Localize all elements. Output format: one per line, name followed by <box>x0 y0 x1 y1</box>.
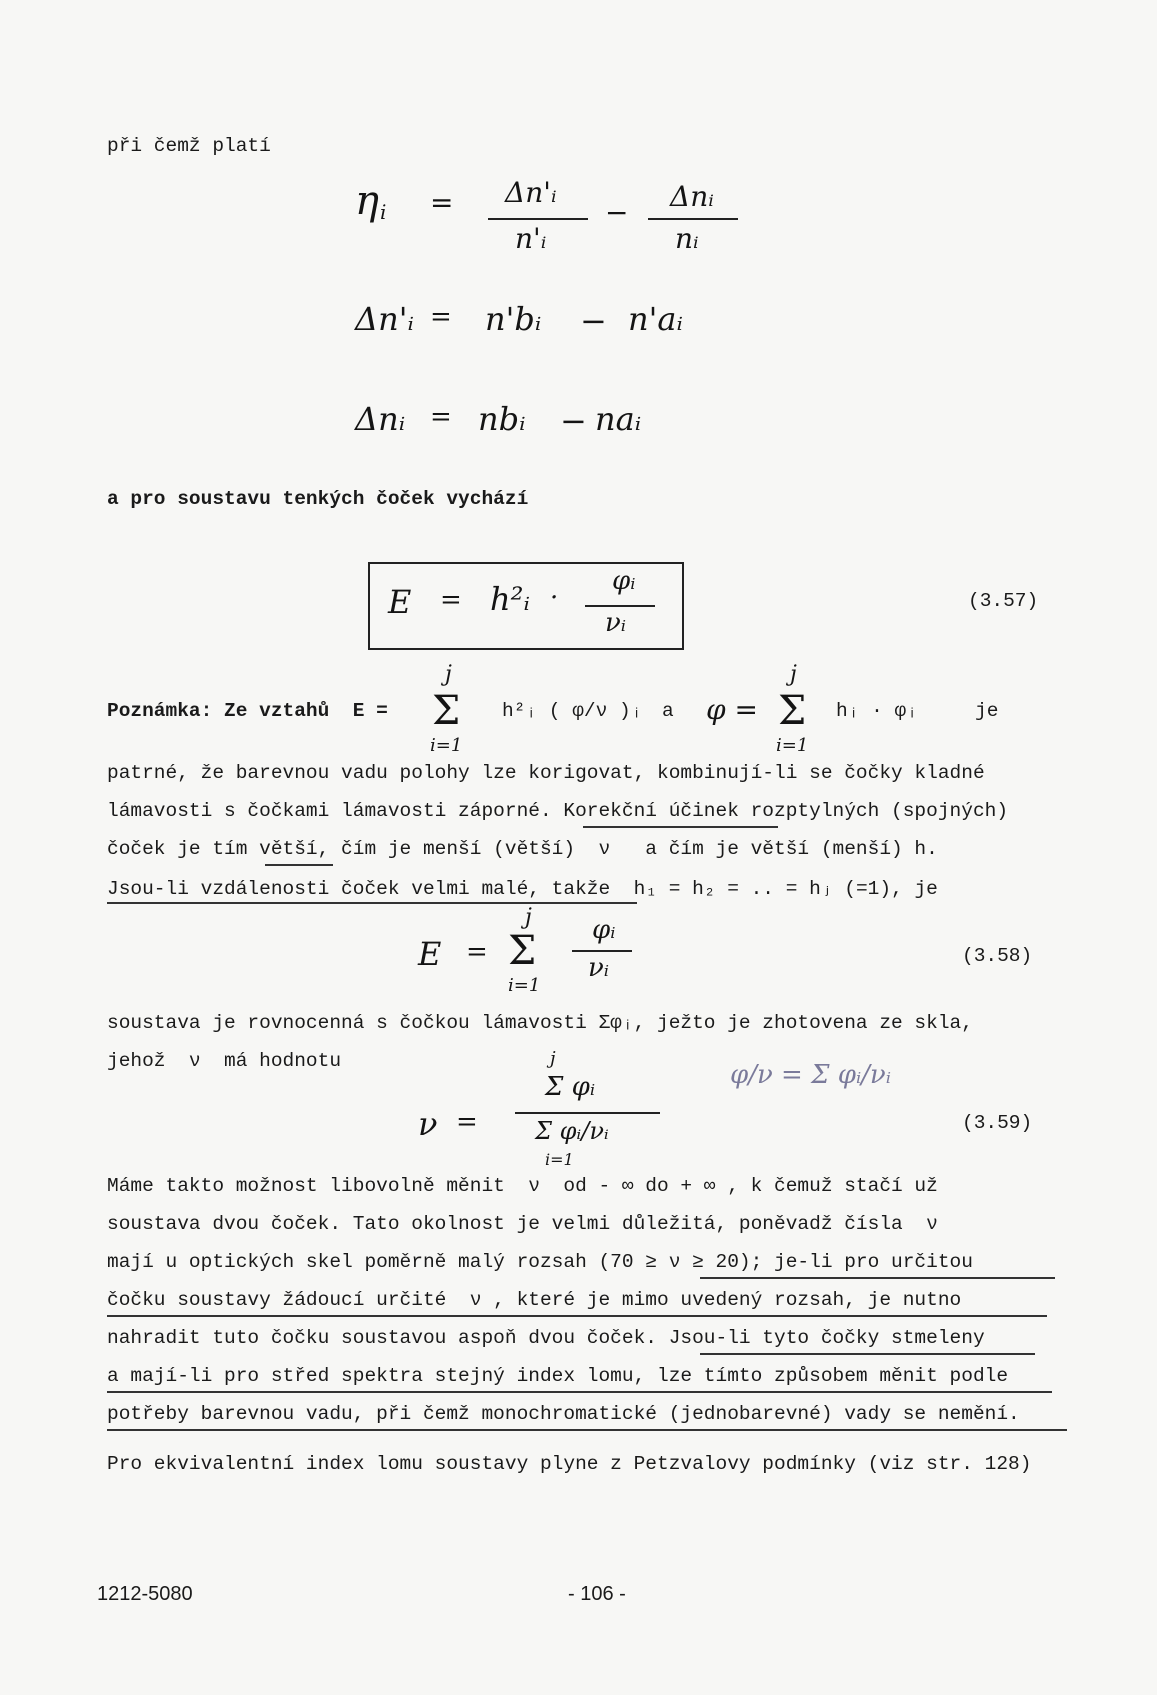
eq358-den: νᵢ <box>588 953 610 983</box>
eq1-num1: Δn'ᵢ <box>505 176 557 209</box>
eq1-den2: nᵢ <box>675 222 699 255</box>
eq359-lhs: ν <box>418 1105 438 1143</box>
eq358-number: (3.58) <box>962 945 1033 967</box>
eq357-number: (3.57) <box>968 590 1039 612</box>
eq357-h: h²ᵢ <box>490 580 530 618</box>
underline-je-li <box>700 1277 1055 1279</box>
note-sum1-symbol: Σ <box>432 688 461 734</box>
paragraph3-line-6: a mají-li pro střed spektra stejný index lomu, lze tímto způsobem měnit podle <box>107 1365 1009 1387</box>
paragraph3-line-4: čočku soustavy žádoucí určité ν , které je mimo uvedený rozsah, je nutno <box>107 1289 962 1311</box>
paragraph3-line-5: nahradit tuto čočku soustavou aspoň dvou čoček. Jsou-li tyto čočky stmeleny <box>107 1327 985 1349</box>
eq358-sum-bottom: i=1 <box>508 975 541 996</box>
eq359-den: Σ φᵢ/νᵢ <box>535 1117 609 1145</box>
underline-jsou-li-2 <box>700 1353 1035 1355</box>
eq1-fraction-bar-2 <box>648 218 738 220</box>
paragraph1-line-3: čoček je tím větší, čím je menší (větší) ν a čím je větší (menší) h. <box>107 838 938 860</box>
paragraph3-line-1: Máme takto možnost libovolně měnit ν od - ∞ do + ∞ , k čemuž stačí už <box>107 1175 938 1197</box>
note-term1: h²ᵢ ( φ/ν )ᵢ <box>502 700 643 722</box>
eq1-equals: = <box>430 186 454 219</box>
paragraph3-line-2: soustava dvou čoček. Tato okolnost je velmi důležitá, poněvadž čísla ν <box>107 1213 938 1235</box>
note-label: Poznámka: Ze vztahů E = <box>107 700 388 722</box>
footer-document-code: 1212-5080 <box>97 1583 193 1605</box>
eq357-num: φᵢ <box>612 566 636 596</box>
eq359-sum-bottom: i=1 <box>545 1150 574 1169</box>
eq358-num: φᵢ <box>592 915 616 945</box>
paragraph1-line-2: lámavosti s čočkami lámavosti záporné. Korekční účinek rozptylných (spojných) <box>107 800 1009 822</box>
note-je: je <box>975 700 999 722</box>
note-a: a <box>662 700 674 722</box>
note-sum1-top: j <box>445 662 452 687</box>
eq358-lhs: E <box>418 935 442 973</box>
eq357-fraction-bar <box>585 605 655 607</box>
paragraph1-line-4: Jsou-li vzdálenosti čoček velmi malé, takže h₁ = h₂ = .. = hⱼ (=1), je <box>107 878 938 900</box>
eq3-minus: − <box>560 402 587 440</box>
eq357-den: νᵢ <box>605 608 627 638</box>
eq357-lhs: E <box>388 583 412 621</box>
note-phi-equals: φ = <box>706 693 758 726</box>
paragraph1-line-1: patrné, že barevnou vadu polohy lze korigovat, kombinují-li se čočky kladné <box>107 762 985 784</box>
underline-jsou-li <box>107 902 637 904</box>
underline-vetsi <box>265 864 333 866</box>
underline-cocku <box>107 1315 1047 1317</box>
eq1-sub: i <box>380 200 387 224</box>
underline-korekcni <box>583 826 778 828</box>
eq3-lhs: Δnᵢ <box>355 400 406 438</box>
underline-a-maji <box>107 1391 1052 1393</box>
eq357-dot: · <box>550 583 559 613</box>
eq1-lhs: η <box>355 178 379 224</box>
eq358-fraction-bar <box>572 950 632 952</box>
eq1-num2: Δnᵢ <box>670 180 714 213</box>
eq3-equals: = <box>430 402 452 432</box>
underline-potreby <box>107 1429 1067 1431</box>
margin-handwritten-note: φ/ν = Σ φᵢ/νᵢ <box>730 1060 891 1090</box>
eq3-term2: naᵢ <box>595 400 642 438</box>
eq358-sum: Σ <box>508 928 537 974</box>
paragraph3-line-3: mají u optických skel poměrně malý rozsah (70 ≥ ν ≥ 20); je-li pro určitou <box>107 1251 973 1273</box>
eq357-equals: = <box>440 585 462 615</box>
paragraph2-line-1: soustava je rovnocenná s čočkou lámavosti Σφᵢ, ježto je zhotovena ze skla, <box>107 1012 973 1034</box>
eq359-equals: = <box>456 1107 478 1137</box>
eq2-equals: = <box>430 302 452 332</box>
paragraph2-line-2: jehož ν má hodnotu <box>107 1050 342 1072</box>
eq359-fraction-bar <box>515 1112 660 1114</box>
eq2-lhs: Δn'ᵢ <box>355 300 414 338</box>
eq1-den1: n'ᵢ <box>515 222 547 255</box>
eq2-term1: n'bᵢ <box>485 300 542 338</box>
note-sum2-symbol: Σ <box>778 688 807 734</box>
eq358-equals: = <box>466 937 488 967</box>
intro-text: při čemž platí <box>107 135 271 157</box>
eq358-sum-top: j <box>525 905 532 930</box>
paragraph3-line-7: potřeby barevnou vadu, při čemž monochromatické (jednobarevné) vady se nemění. <box>107 1403 1020 1425</box>
text-soustava-intro: a pro soustavu tenkých čoček vychází <box>107 488 529 510</box>
note-term2: hᵢ · φᵢ <box>836 700 918 722</box>
footer-page-number: - 106 - <box>568 1583 626 1605</box>
eq359-number: (3.59) <box>962 1112 1033 1134</box>
note-sum2-top: j <box>790 662 797 687</box>
eq1-fraction-bar-1 <box>488 218 588 220</box>
eq359-num: Σ φᵢ <box>545 1072 596 1102</box>
eq2-term2: n'aᵢ <box>628 300 683 338</box>
paragraph3-line-8: Pro ekvivalentní index lomu soustavy plyne z Petzvalovy podmínky (viz str. 128) <box>107 1453 1032 1475</box>
eq2-minus: − <box>580 302 607 340</box>
eq1-minus: − <box>605 196 629 229</box>
note-sum2-bottom: i=1 <box>776 735 809 756</box>
eq359-sum-top: j <box>550 1048 556 1069</box>
note-sum1-bottom: i=1 <box>430 735 463 756</box>
eq3-term1: nbᵢ <box>478 400 526 438</box>
